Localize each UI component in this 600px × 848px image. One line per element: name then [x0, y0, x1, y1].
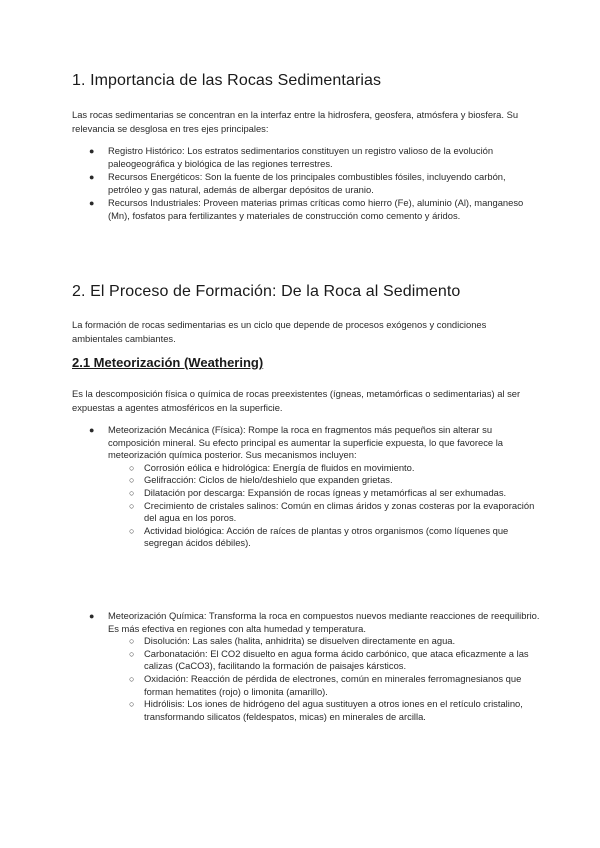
sublist-item [108, 462, 542, 475]
sublist-item [108, 474, 542, 487]
sublist-item [108, 525, 542, 550]
sublist-item [108, 635, 542, 648]
section2-intro: La formación de rocas sedimentarias es un ciclo que depende de procesos exógenos y condiciones ambientales cambiantes. [72, 319, 487, 344]
sublist-item-text: Hidrólisis: Los iones de hidrógeno del agua sustituyen a otros iones en el retículo cristalino, transformando silicatos (feldespatos, micas) en minerales de arcilla. [144, 698, 523, 722]
list-item [72, 424, 542, 550]
sublist [108, 462, 542, 550]
sublist-item-text: Disolución: Las sales (halita, anhidrita) se disuelven directamente en agua. [144, 635, 456, 647]
subsection-heading: 2.1 Meteorización (Weathering) [72, 355, 264, 370]
circle-bullet-icon: ○ [129, 475, 135, 486]
subsection-intro: Es la descomposición física o química de rocas preexistentes (ígneas, metamórficas o sedimentarias) al ser expuestas a agentes atmosféricos en la superficie. [72, 388, 521, 413]
list-item [72, 610, 542, 723]
circle-bullet-icon: ○ [129, 525, 135, 536]
list-item-text: Registro Histórico: Los estratos sedimentarios constituyen un registro valioso de la evolución paleogeográfica y biológica de las regiones terrestres. [108, 145, 494, 169]
sublist-item [108, 673, 542, 698]
sublist [108, 635, 542, 723]
list-item [72, 197, 542, 222]
sublist-item-text: Corrosión eólica e hidrológica: Energía de fluidos en movimiento. [144, 461, 415, 473]
bullet-icon: ● [89, 425, 95, 435]
section1-list [72, 145, 542, 224]
circle-bullet-icon: ○ [129, 462, 135, 473]
list-item-text: Recursos Energéticos: Son la fuente de los principales combustibles fósiles, incluyendo carbón, petróleo y gas natural, además de albergar depósitos de uranio. [108, 171, 506, 195]
bullet-icon: ● [89, 172, 95, 183]
sublist-item-text: Dilatación por descarga: Expansión de rocas ígneas y metamórficas al ser exhumadas. [144, 486, 507, 498]
mechanical-list [72, 424, 542, 551]
list-item [72, 145, 542, 170]
bullet-icon: ● [89, 146, 95, 156]
section2-heading: 2. El Proceso de Formación: De la Roca al Sedimento [72, 283, 461, 300]
list-item-text: Meteorización Mecánica (Física): Rompe la roca en fragmentos más pequeños sin alterar su composición mineral. Su efecto principal es aumentar la superficie expuesta, lo que favorece la meteorización química posterior. Sus mecanismos incluyen: [108, 424, 504, 461]
sublist-item-text: Oxidación: Reacción de pérdida de electrones, común en minerales ferromagnesianos que forman hematites (rojo) o limonita (amarillo). [144, 672, 522, 697]
section1-heading: 1. Importancia de las Rocas Sedimentarias [72, 72, 382, 89]
circle-bullet-icon: ○ [129, 699, 135, 710]
sublist-item-text: Gelifracción: Ciclos de hielo/deshielo que expanden grietas. [144, 474, 393, 486]
sublist-item [108, 698, 542, 723]
sublist-item-text: Carbonatación: El CO2 disuelto en agua forma ácido carbónico, que ataca eficazmente a las calizas (CaCO3), facilitando la formación de paisajes kársticos. [144, 647, 529, 672]
circle-bullet-icon: ○ [129, 636, 135, 647]
section1-intro: Las rocas sedimentarias se concentran en la interfaz entre la hidrosfera, geosfera, atmósfera y biosfera. Su relevancia se desglosa en tres ejes principales: [72, 109, 519, 134]
bullet-icon: ● [89, 611, 95, 621]
sublist-item [108, 500, 542, 525]
circle-bullet-icon: ○ [129, 487, 135, 498]
sublist-item-text: Actividad biológica: Acción de raíces de plantas y otros organismos (como líquenes que segregan ácidos débiles). [144, 524, 509, 549]
list-item-text: Meteorización Química: Transforma la roca en compuestos nuevos mediante reacciones de reequilibrio. Es más efectiva en regiones con alta humedad y temperatura. [108, 610, 540, 634]
sublist-item [108, 487, 542, 500]
circle-bullet-icon: ○ [129, 500, 135, 511]
sublist-item-text: Crecimiento de cristales salinos: Común en climas áridos y zonas costeras por la evaporación del agua en los poros. [144, 499, 535, 524]
list-item-text: Recursos Industriales: Proveen materias primas críticas como hierro (Fe), aluminio (Al), manganeso (Mn), fosfatos para fertilizantes y materiales de construcción como cemento y áridos. [108, 197, 524, 221]
circle-bullet-icon: ○ [129, 673, 135, 684]
chemical-list [72, 610, 542, 724]
bullet-icon: ● [89, 198, 95, 209]
list-item [72, 171, 542, 196]
sublist-item [108, 648, 542, 673]
circle-bullet-icon: ○ [129, 648, 135, 659]
